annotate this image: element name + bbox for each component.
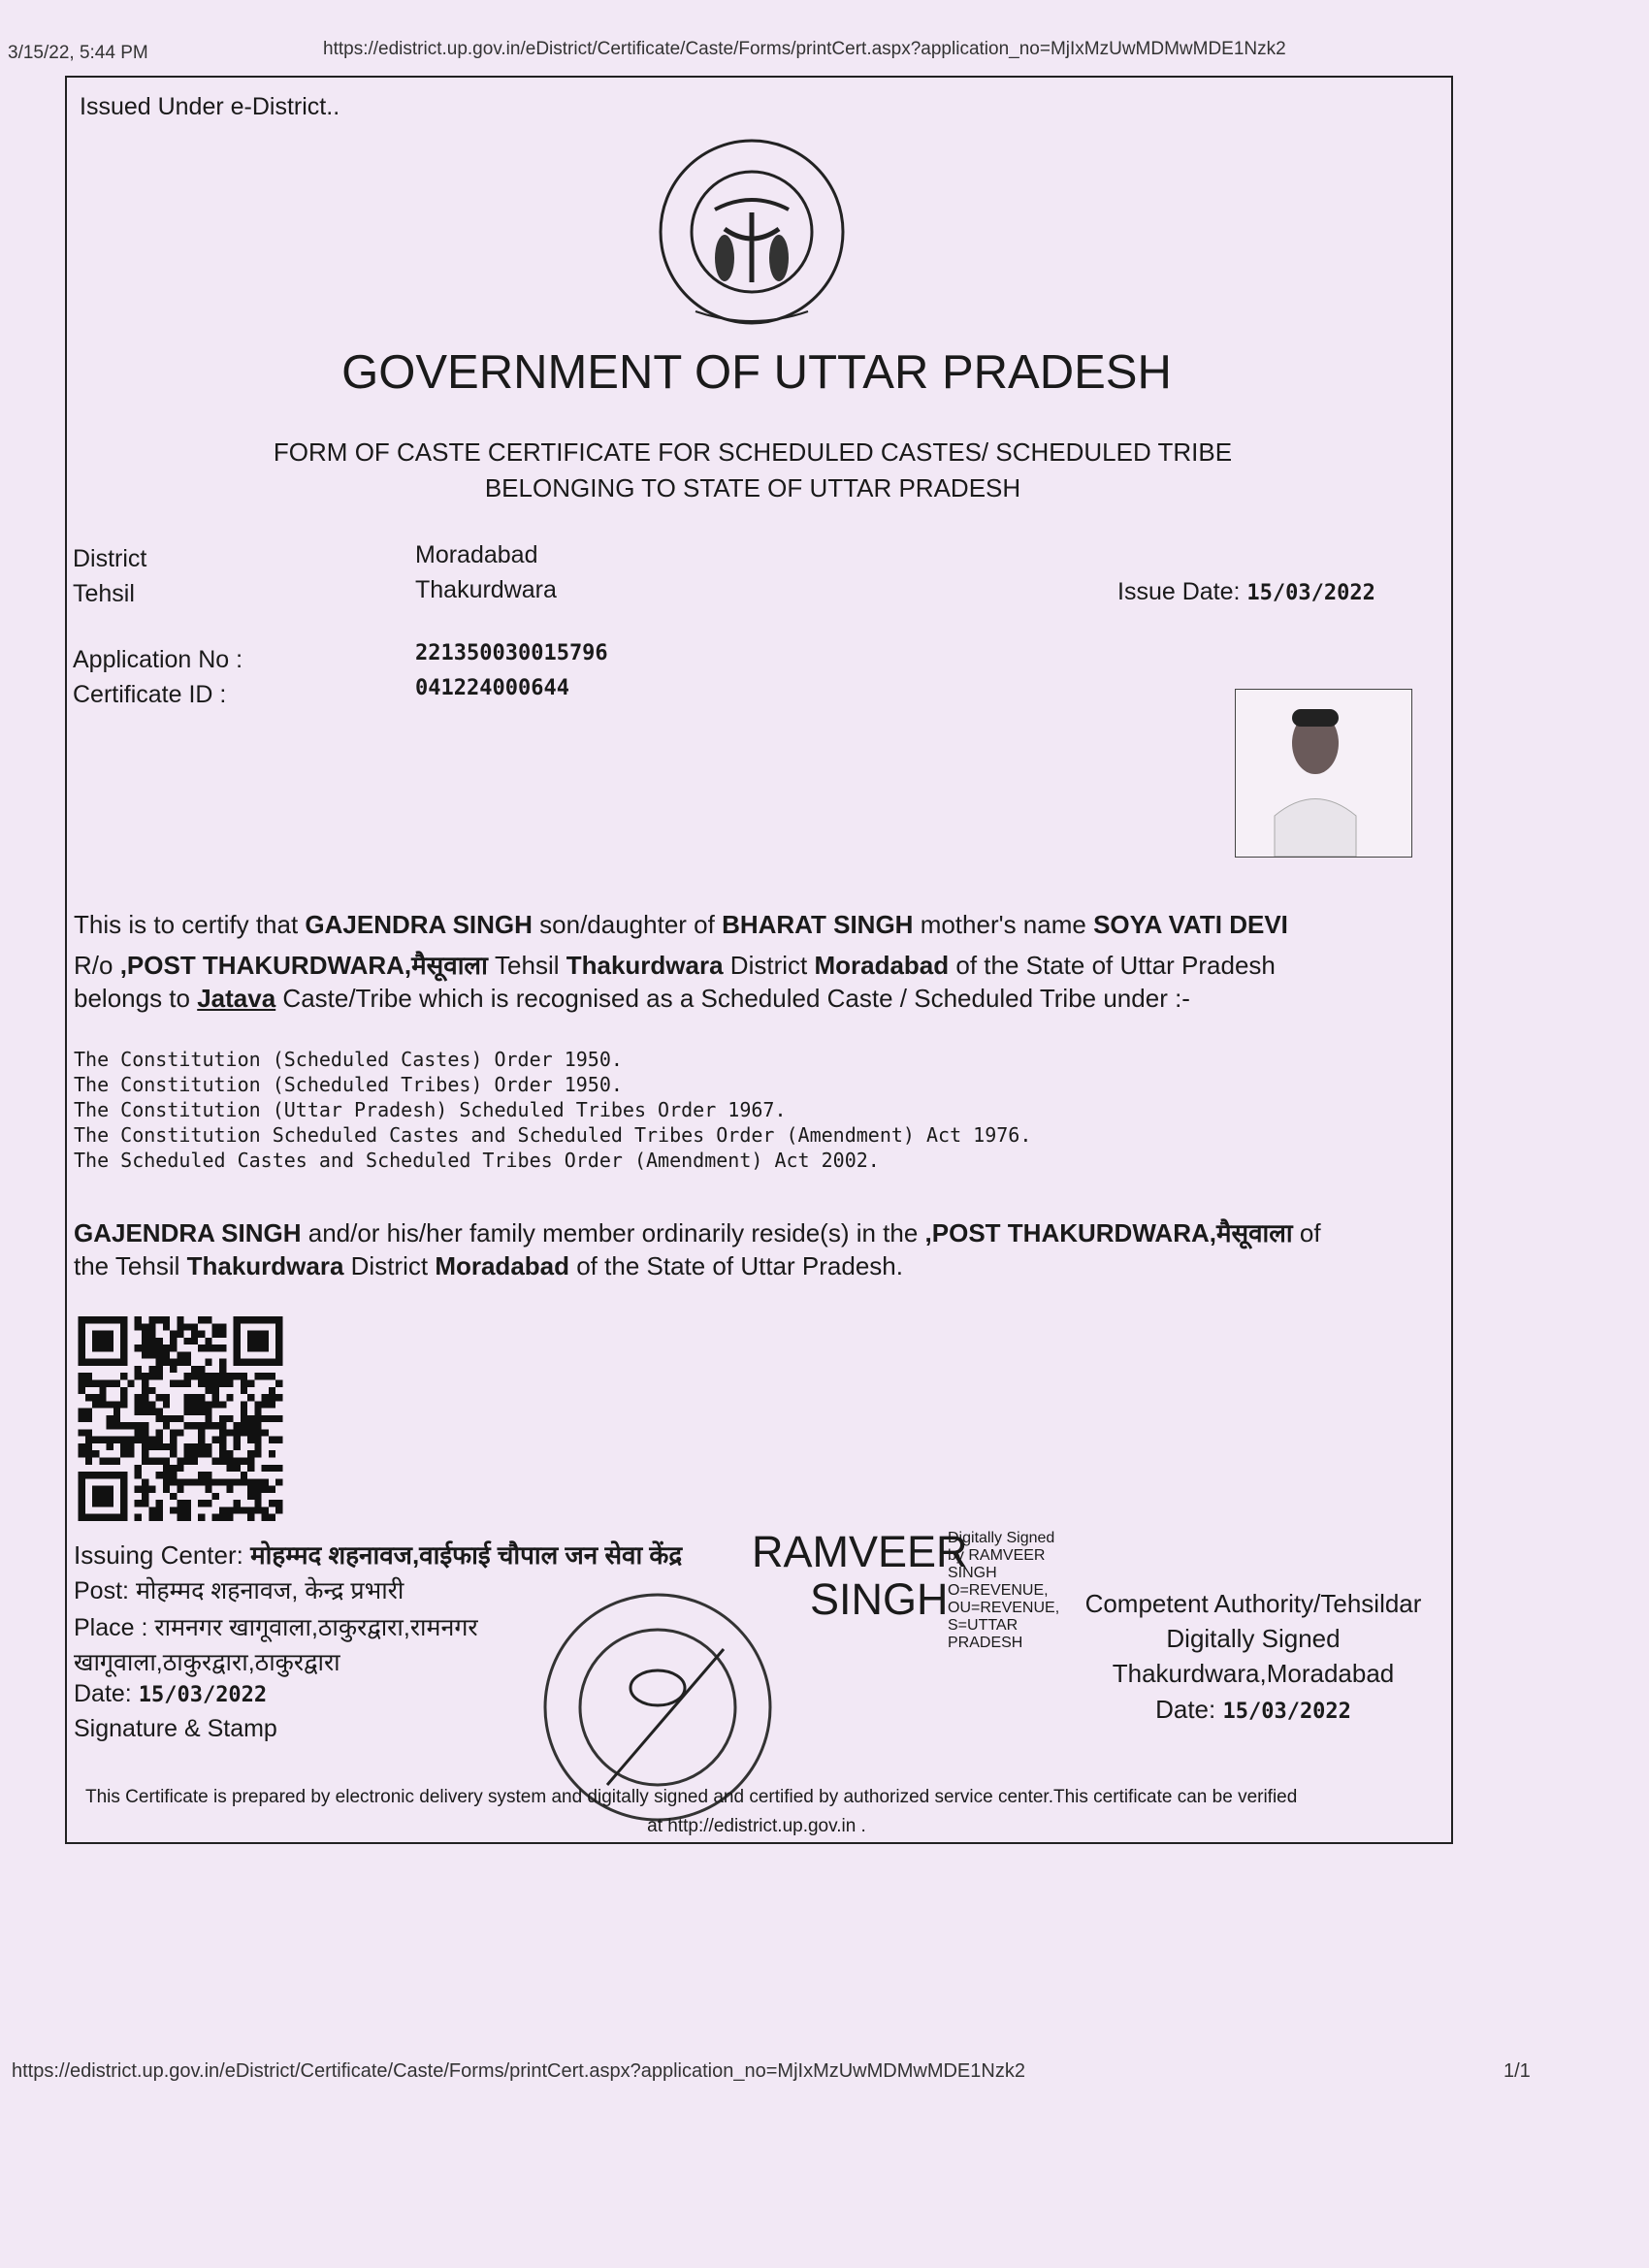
digital-signature-details: Digitally Signed by RAMVEER SINGH O=REVENUE, OU=REVENUE, S=UTTAR PRADESH bbox=[948, 1530, 1060, 1651]
order-item: The Constitution (Scheduled Tribes) Order 1950. bbox=[74, 1073, 623, 1096]
issued-under-label: Issued Under e-District.. bbox=[80, 93, 340, 120]
issue-date bbox=[1117, 578, 1375, 606]
order-item: The Constitution Scheduled Castes and Scheduled Tribes Order (Amendment) Act 1976. bbox=[74, 1123, 1032, 1147]
issuing-date: Date: 15/03/2022 bbox=[74, 1680, 268, 1707]
father-name: BHARAT SINGH bbox=[722, 910, 914, 939]
district-value: Moradabad bbox=[415, 541, 538, 568]
order-item: The Constitution (Scheduled Castes) Order 1950. bbox=[74, 1048, 623, 1071]
signer-name-line-2: SINGH bbox=[810, 1574, 949, 1624]
applicant-name: GAJENDRA SINGH bbox=[305, 910, 533, 939]
print-page-number: 1/1 bbox=[1504, 2060, 1531, 2082]
certify-line-3: belongs to Jatava Caste/Tribe which is recognised as a Scheduled Caste / Scheduled Tribe under :- bbox=[74, 984, 1190, 1013]
district-label: District bbox=[73, 545, 147, 572]
issuing-post: Post: मोहम्मद शहनावज, केन्द्र प्रभारी bbox=[74, 1577, 404, 1604]
signature-stamp-label: Signature & Stamp bbox=[74, 1715, 277, 1742]
issue-date-value: 15/03/2022 bbox=[1246, 581, 1375, 605]
application-no-value: 221350030015796 bbox=[415, 641, 608, 665]
authority-signed: Digitally Signed bbox=[1166, 1624, 1341, 1653]
up-government-emblem bbox=[657, 137, 847, 332]
certify-line-1: This is to certify that GAJENDRA SINGH son/daughter of BHARAT SINGH mother's name SOYA VATI DEVI bbox=[74, 910, 1288, 939]
print-header-url: https://edistrict.up.gov.in/eDistrict/Certificate/Caste/Forms/printCert.aspx?application_no=MjIxMzUwMDMwMDE1Nzk2 bbox=[323, 39, 1286, 59]
reside-line-1: GAJENDRA SINGH and/or his/her family member ordinarily reside(s) in the ,POST THAKURDWARA,मैसूवाला of bbox=[74, 1218, 1321, 1247]
issuing-place: Place : रामनगर खागूवाला,ठाकुरद्वारा,रामनगर bbox=[74, 1614, 478, 1641]
authority-title: Competent Authority/Tehsildar bbox=[1084, 1589, 1422, 1618]
subtitle-line-2: BELONGING TO STATE OF UTTAR PRADESH bbox=[484, 473, 1021, 502]
footer-note-line-2: at http://edistrict.up.gov.in . bbox=[647, 1816, 866, 1836]
certificate-id-label: Certificate ID : bbox=[73, 681, 227, 708]
caste: Jatava bbox=[197, 984, 276, 1013]
page-title: GOVERNMENT OF UTTAR PRADESH bbox=[341, 346, 1172, 399]
authority-date: Date: 15/03/2022 bbox=[1155, 1695, 1351, 1724]
print-timestamp: 3/15/22, 5:44 PM bbox=[8, 43, 148, 63]
subtitle-line-1: FORM OF CASTE CERTIFICATE FOR SCHEDULED CASTES/ SCHEDULED TRIBE bbox=[273, 437, 1233, 467]
order-item: The Constitution (Uttar Pradesh) Scheduled Tribes Order 1967. bbox=[74, 1098, 787, 1121]
issuing-center: Issuing Center: मोहम्मद शहनावज,वाईफाई चौपाल जन सेवा केंद्र bbox=[74, 1540, 683, 1570]
certificate-id-value: 041224000644 bbox=[415, 676, 569, 700]
footer-note-line-1: This Certificate is prepared by electronic delivery system and digitally signed and certified by authorized service center.This certificate can be verified bbox=[85, 1787, 1298, 1807]
print-footer-url: https://edistrict.up.gov.in/eDistrict/Certificate/Caste/Forms/printCert.aspx?application_no=MjIxMzUwMDMwMDE1Nzk2 bbox=[12, 2060, 1025, 2082]
tehsil-value: Thakurdwara bbox=[415, 576, 557, 603]
address: ,POST THAKURDWARA,मैसूवाला bbox=[119, 951, 488, 980]
reside-line-2: the Tehsil Thakurdwara District Moradabad of the State of Uttar Pradesh. bbox=[74, 1251, 903, 1280]
authority-place: Thakurdwara,Moradabad bbox=[1112, 1659, 1395, 1688]
certify-line-2: R/o ,POST THAKURDWARA,मैसूवाला Tehsil Thakurdwara District Moradabad of the State of Uttar Pradesh bbox=[74, 951, 1276, 980]
qr-code bbox=[76, 1316, 285, 1526]
signer-name-line-1: RAMVEER bbox=[752, 1527, 968, 1576]
application-no-label: Application No : bbox=[73, 646, 243, 673]
tehsil-label: Tehsil bbox=[73, 580, 135, 607]
issue-date-label: Issue Date: bbox=[1117, 578, 1241, 605]
issuing-place-cont: खागूवाला,ठाकुरद्वारा,ठाकुरद्वारा bbox=[74, 1649, 340, 1676]
applicant-photo bbox=[1235, 689, 1412, 858]
mother-name: SOYA VATI DEVI bbox=[1093, 910, 1288, 939]
order-item: The Scheduled Castes and Scheduled Tribes Order (Amendment) Act 2002. bbox=[74, 1149, 880, 1172]
